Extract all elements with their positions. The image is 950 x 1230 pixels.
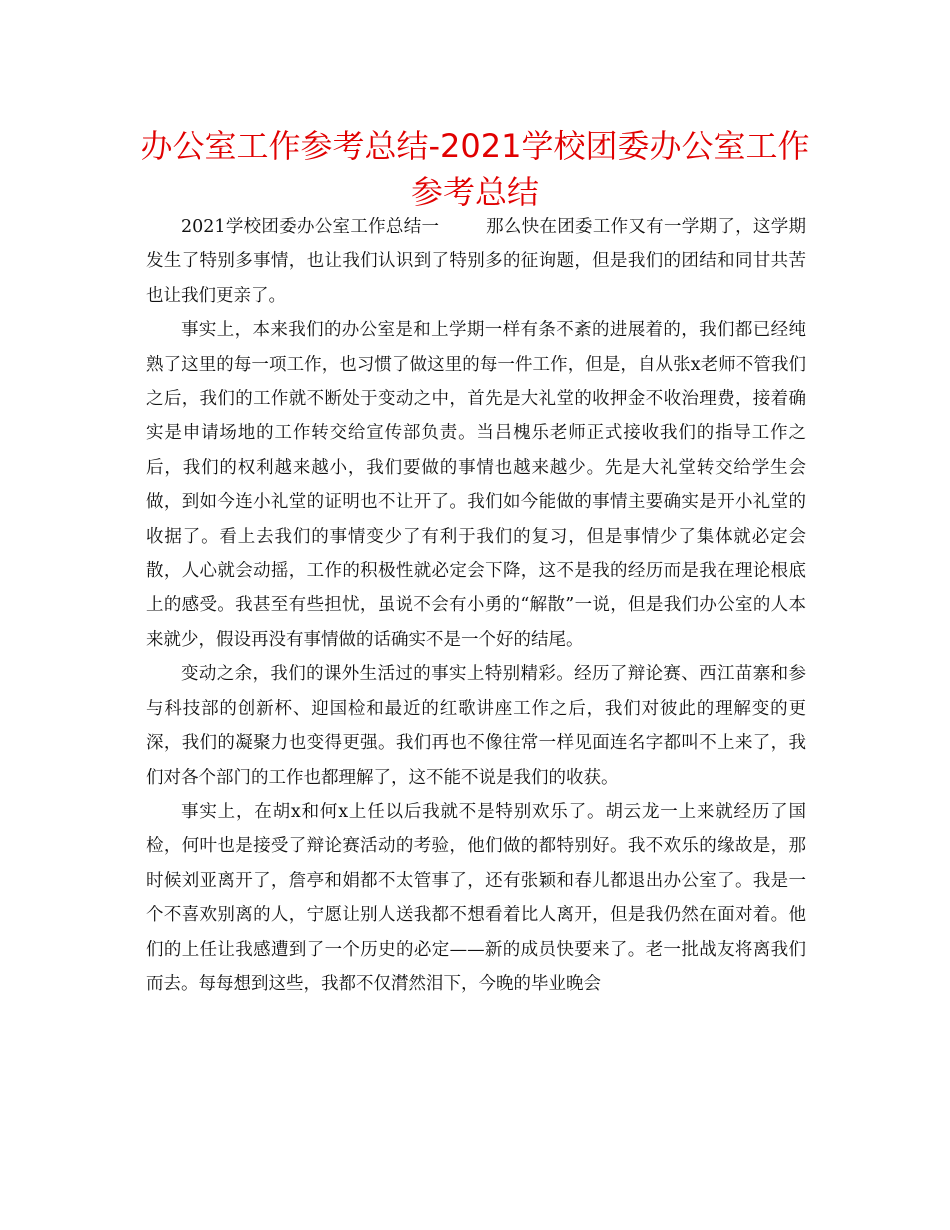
paragraph-2: 事实上，本来我们的办公室是和上学期一样有条不紊的进展着的，我们都已经纯熟了这里的每一项工作，也习惯了做这里的每一件工作，但是，自从张x老师不管我们之后，我们的工作就不断处于变动之中，首先是大礼堂的收押金不收治理费，接着确实是申请场地的工作转交给宣传部负责。当吕槐乐老师正式接收我们的指导工作之后，我们的权利越来越小，我们要做的事情也越来越少。先是大礼堂转交给学生会做，到如今连小礼堂的证明也不让开了。我们如今能做的事情主要确实是开小礼堂的收据了。看上去我们的事情变少了有利于我们的复习，但是事情少了集体就必定会散，人心就会动摇，工作的积极性就必定会下降，这不是我的经历而是我在理论根底上的感受。我甚至有些担忧，虽说不会有小勇的“解散”一说，但是我们办公室的人本来就少，假设再没有事情做的话确实不是一个好的结尾。	[146, 320, 806, 650]
document-title-line-1: 办公室工作参考总结-2021学校团委办公室工作	[140, 127, 810, 165]
paragraph-4: 事实上，在胡x和何x上任以后我就不是特别欢乐了。胡云龙一上来就经历了国检，何叶也是接受了辩论赛活动的考验，他们做的都特别好。我不欢乐的缘故是，那时候刘亚离开了，詹亭和娟都不太管事了，还有张颖和春儿都退出办公室了。我是一个不喜欢别离的人，宁愿让别人送我都不想看着比人离开，但是我仍然在面对着。他们的上任让我感遭到了一个历史的必定——新的成员快要来了。老一批战友将离我们而去。每每想到这些，我都不仅潸然泪下，今晚的毕业晚会	[146, 801, 806, 994]
paragraph-3: 变动之余，我们的课外生活过的事实上特别精彩。经历了辩论赛、西江苗寨和参与科技部的创新杯、迎国检和最近的红歌讲座工作之后，我们对彼此的理解变的更深，我们的凝聚力也变得更强。我们再也不像往常一样见面连名字都叫不上来了，我们对各个部门的工作也都理解了，这不能不说是我们的收获。	[146, 664, 806, 788]
paragraph-1: 2021学校团委办公室工作总结一 那么快在团委工作又有一学期了，这学期发生了特别多事情，也让我们认识到了特别多的征询题，但是我们的团结和同甘共苦也让我们更亲了。	[146, 217, 806, 306]
document-body	[146, 210, 806, 1001]
document-title-line-2: 参考总结	[410, 173, 539, 211]
